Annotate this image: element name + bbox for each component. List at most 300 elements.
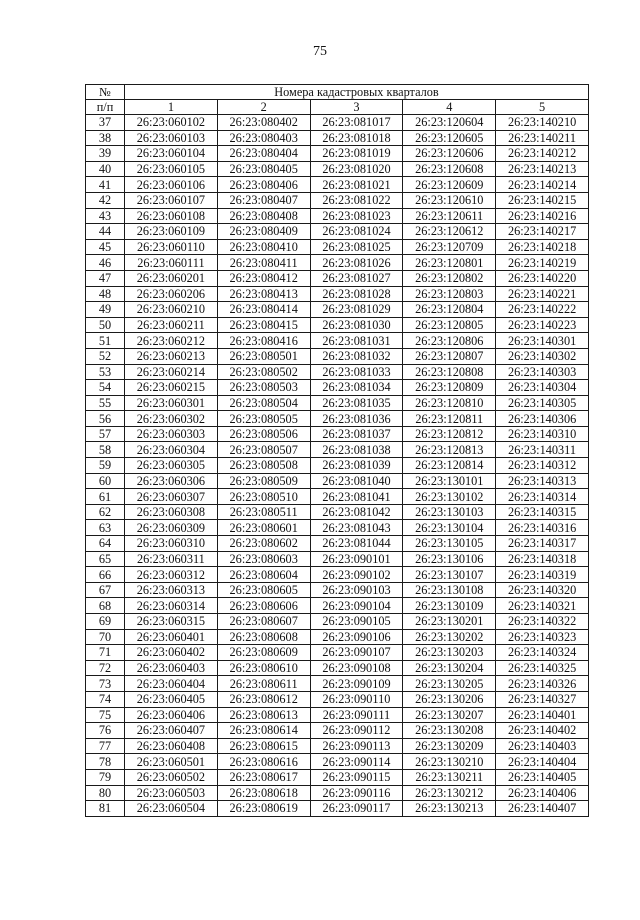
cadastral-quarter-cell: 26:23:130107 <box>403 567 496 583</box>
cadastral-quarter-cell: 26:23:060106 <box>125 177 218 193</box>
cadastral-quarter-cell: 26:23:140322 <box>496 614 589 630</box>
cadastral-quarter-cell: 26:23:130205 <box>403 676 496 692</box>
cadastral-quarter-cell: 26:23:060404 <box>125 676 218 692</box>
cadastral-quarter-cell: 26:23:130201 <box>403 614 496 630</box>
cadastral-quarter-cell: 26:23:080504 <box>217 395 310 411</box>
table-row <box>86 567 589 583</box>
cadastral-quarter-cell: 26:23:130102 <box>403 489 496 505</box>
row-number: 59 <box>86 458 125 474</box>
cadastral-quarter-cell: 26:23:130213 <box>403 801 496 817</box>
cadastral-quarter-cell: 26:23:060310 <box>125 536 218 552</box>
row-number: 58 <box>86 442 125 458</box>
cadastral-quarter-cell: 26:23:060306 <box>125 473 218 489</box>
cadastral-quarter-cell: 26:23:060201 <box>125 270 218 286</box>
cadastral-quarter-cell: 26:23:140407 <box>496 801 589 817</box>
cadastral-quarter-cell: 26:23:140305 <box>496 395 589 411</box>
table-row <box>86 161 589 177</box>
cadastral-quarter-cell: 26:23:140222 <box>496 302 589 318</box>
cadastral-quarter-cell: 26:23:120811 <box>403 411 496 427</box>
row-number: 79 <box>86 769 125 785</box>
row-number: 55 <box>86 395 125 411</box>
cadastral-quarter-cell: 26:23:140312 <box>496 458 589 474</box>
table-row <box>86 769 589 785</box>
row-number: 68 <box>86 598 125 614</box>
table-row <box>86 177 589 193</box>
cadastral-quarter-cell: 26:23:081028 <box>310 286 403 302</box>
cadastral-quarter-cell: 26:23:140301 <box>496 333 589 349</box>
cadastral-quarter-cell: 26:23:140324 <box>496 645 589 661</box>
cadastral-quarter-cell: 26:23:140325 <box>496 660 589 676</box>
row-number: 53 <box>86 364 125 380</box>
table-row <box>86 676 589 692</box>
cadastral-quarter-cell: 26:23:060501 <box>125 754 218 770</box>
cadastral-quarter-cell: 26:23:130101 <box>403 473 496 489</box>
cadastral-quarter-cell: 26:23:080415 <box>217 317 310 333</box>
cadastral-quarter-cell: 26:23:080610 <box>217 660 310 676</box>
cadastral-quarter-cell: 26:23:081018 <box>310 130 403 146</box>
cadastral-quarter-cell: 26:23:090116 <box>310 785 403 801</box>
row-number: 76 <box>86 723 125 739</box>
cadastral-quarter-cell: 26:23:120610 <box>403 192 496 208</box>
cadastral-quarter-cell: 26:23:130109 <box>403 598 496 614</box>
row-number: 37 <box>86 115 125 131</box>
cadastral-quarter-cell: 26:23:120808 <box>403 364 496 380</box>
table-row <box>86 489 589 505</box>
cadastral-quarter-cell: 26:23:080603 <box>217 551 310 567</box>
cadastral-quarter-cell: 26:23:060304 <box>125 442 218 458</box>
table-body <box>86 115 589 817</box>
table-row <box>86 785 589 801</box>
cadastral-quarter-cell: 26:23:060109 <box>125 224 218 240</box>
table-row <box>86 348 589 364</box>
cadastral-quarter-cell: 26:23:060301 <box>125 395 218 411</box>
cadastral-quarter-cell: 26:23:090103 <box>310 582 403 598</box>
cadastral-quarter-cell: 26:23:080607 <box>217 614 310 630</box>
cadastral-quarter-cell: 26:23:090107 <box>310 645 403 661</box>
row-number: 60 <box>86 473 125 489</box>
row-number: 77 <box>86 738 125 754</box>
cadastral-quarter-cell: 26:23:140317 <box>496 536 589 552</box>
cadastral-quarter-cell: 26:23:090117 <box>310 801 403 817</box>
table-row <box>86 115 589 131</box>
cadastral-quarter-cell: 26:23:140401 <box>496 707 589 723</box>
cadastral-quarter-cell: 26:23:081019 <box>310 146 403 162</box>
cadastral-quarter-cell: 26:23:140315 <box>496 504 589 520</box>
cadastral-quarter-cell: 26:23:080611 <box>217 676 310 692</box>
header-group-title: Номера кадастровых кварталов <box>125 85 589 100</box>
row-number: 78 <box>86 754 125 770</box>
table-row <box>86 723 589 739</box>
cadastral-quarter-cell: 26:23:060108 <box>125 208 218 224</box>
cadastral-quarter-cell: 26:23:060308 <box>125 504 218 520</box>
row-number: 65 <box>86 551 125 567</box>
table-row <box>86 255 589 271</box>
cadastral-quarter-cell: 26:23:060503 <box>125 785 218 801</box>
cadastral-quarter-cell: 26:23:120801 <box>403 255 496 271</box>
cadastral-quarter-cell: 26:23:060211 <box>125 317 218 333</box>
cadastral-quarter-cell: 26:23:080409 <box>217 224 310 240</box>
row-number: 64 <box>86 536 125 552</box>
cadastral-quarter-cell: 26:23:090102 <box>310 567 403 583</box>
row-number: 52 <box>86 348 125 364</box>
table-row <box>86 458 589 474</box>
cadastral-quarter-cell: 26:23:140320 <box>496 582 589 598</box>
cadastral-quarter-cell: 26:23:060210 <box>125 302 218 318</box>
cadastral-quarter-cell: 26:23:060401 <box>125 629 218 645</box>
table-row <box>86 411 589 427</box>
row-number: 67 <box>86 582 125 598</box>
cadastral-quarter-cell: 26:23:060104 <box>125 146 218 162</box>
cadastral-quarter-cell: 26:23:081025 <box>310 239 403 255</box>
cadastral-quarter-cell: 26:23:080609 <box>217 645 310 661</box>
header-column-5: 5 <box>496 100 589 115</box>
table-row <box>86 302 589 318</box>
header-column-4: 4 <box>403 100 496 115</box>
row-number: 74 <box>86 691 125 707</box>
cadastral-quarter-cell: 26:23:080508 <box>217 458 310 474</box>
cadastral-quarter-cell: 26:23:140213 <box>496 161 589 177</box>
cadastral-quarter-cell: 26:23:090112 <box>310 723 403 739</box>
row-number: 61 <box>86 489 125 505</box>
table-row <box>86 738 589 754</box>
cadastral-quarter-cell: 26:23:060215 <box>125 380 218 396</box>
header-column-1: 1 <box>125 100 218 115</box>
cadastral-quarter-cell: 26:23:060311 <box>125 551 218 567</box>
cadastral-quarter-cell: 26:23:140318 <box>496 551 589 567</box>
cadastral-quarter-cell: 26:23:060315 <box>125 614 218 630</box>
table-row <box>86 395 589 411</box>
cadastral-quarter-cell: 26:23:081024 <box>310 224 403 240</box>
cadastral-quarter-cell: 26:23:081030 <box>310 317 403 333</box>
cadastral-quarter-cell: 26:23:080509 <box>217 473 310 489</box>
row-number: 72 <box>86 660 125 676</box>
cadastral-quarter-cell: 26:23:080507 <box>217 442 310 458</box>
cadastral-quarter-cell: 26:23:081022 <box>310 192 403 208</box>
row-number: 80 <box>86 785 125 801</box>
row-number: 69 <box>86 614 125 630</box>
cadastral-quarter-cell: 26:23:060314 <box>125 598 218 614</box>
cadastral-quarter-cell: 26:23:140216 <box>496 208 589 224</box>
cadastral-quarter-cell: 26:23:140313 <box>496 473 589 489</box>
cadastral-quarter-cell: 26:23:140310 <box>496 426 589 442</box>
cadastral-quarter-cell: 26:23:130105 <box>403 536 496 552</box>
cadastral-quarter-cell: 26:23:060403 <box>125 660 218 676</box>
row-number: 46 <box>86 255 125 271</box>
cadastral-quarter-cell: 26:23:140221 <box>496 286 589 302</box>
cadastral-quarter-cell: 26:23:120809 <box>403 380 496 396</box>
cadastral-quarter-cell: 26:23:060402 <box>125 645 218 661</box>
cadastral-quarter-cell: 26:23:090115 <box>310 769 403 785</box>
cadastral-quarter-cell: 26:23:081041 <box>310 489 403 505</box>
cadastral-quarter-cell: 26:23:140302 <box>496 348 589 364</box>
cadastral-quarter-cell: 26:23:140316 <box>496 520 589 536</box>
row-number: 70 <box>86 629 125 645</box>
cadastral-quarter-cell: 26:23:140303 <box>496 364 589 380</box>
row-number: 66 <box>86 567 125 583</box>
cadastral-quarter-cell: 26:23:140323 <box>496 629 589 645</box>
cadastral-quarter-cell: 26:23:080606 <box>217 598 310 614</box>
cadastral-quarter-cell: 26:23:120813 <box>403 442 496 458</box>
table-row <box>86 286 589 302</box>
row-number: 62 <box>86 504 125 520</box>
cadastral-quarter-cell: 26:23:140402 <box>496 723 589 739</box>
cadastral-quarter-cell: 26:23:080506 <box>217 426 310 442</box>
cadastral-quarter-cell: 26:23:140403 <box>496 738 589 754</box>
cadastral-quarter-cell: 26:23:081031 <box>310 333 403 349</box>
row-number: 38 <box>86 130 125 146</box>
cadastral-quarter-cell: 26:23:081040 <box>310 473 403 489</box>
cadastral-quarter-cell: 26:23:080501 <box>217 348 310 364</box>
cadastral-quarter-cell: 26:23:130203 <box>403 645 496 661</box>
cadastral-quarter-cell: 26:23:060305 <box>125 458 218 474</box>
cadastral-quarter-cell: 26:23:080601 <box>217 520 310 536</box>
row-number: 56 <box>86 411 125 427</box>
cadastral-quarter-cell: 26:23:060407 <box>125 723 218 739</box>
cadastral-quarter-cell: 26:23:130106 <box>403 551 496 567</box>
cadastral-quarter-cell: 26:23:081036 <box>310 411 403 427</box>
table-row <box>86 629 589 645</box>
table-row <box>86 582 589 598</box>
cadastral-quarter-cell: 26:23:080402 <box>217 115 310 131</box>
cadastral-quarter-cell: 26:23:140321 <box>496 598 589 614</box>
cadastral-quarter-cell: 26:23:090108 <box>310 660 403 676</box>
row-number: 54 <box>86 380 125 396</box>
cadastral-quarter-cell: 26:23:060213 <box>125 348 218 364</box>
cadastral-quarter-cell: 26:23:140217 <box>496 224 589 240</box>
cadastral-quarter-cell: 26:23:090101 <box>310 551 403 567</box>
row-number: 40 <box>86 161 125 177</box>
cadastral-quarter-cell: 26:23:080502 <box>217 364 310 380</box>
cadastral-quarter-cell: 26:23:130206 <box>403 691 496 707</box>
header-column-3: 3 <box>310 100 403 115</box>
cadastral-quarter-cell: 26:23:080405 <box>217 161 310 177</box>
cadastral-quarter-cell: 26:23:060111 <box>125 255 218 271</box>
cadastral-quarter-cell: 26:23:081023 <box>310 208 403 224</box>
table-row <box>86 645 589 661</box>
cadastral-quarter-cell: 26:23:060214 <box>125 364 218 380</box>
cadastral-quarter-cell: 26:23:130104 <box>403 520 496 536</box>
cadastral-quarter-cell: 26:23:081032 <box>310 348 403 364</box>
cadastral-quarter-cell: 26:23:081038 <box>310 442 403 458</box>
table-row <box>86 208 589 224</box>
page-number: 75 <box>313 44 327 59</box>
table-row <box>86 754 589 770</box>
row-number: 41 <box>86 177 125 193</box>
row-number: 49 <box>86 302 125 318</box>
cadastral-quarter-cell: 26:23:120609 <box>403 177 496 193</box>
table-row <box>86 426 589 442</box>
cadastral-quarter-cell: 26:23:130212 <box>403 785 496 801</box>
row-number: 75 <box>86 707 125 723</box>
cadastral-quarter-cell: 26:23:080408 <box>217 208 310 224</box>
cadastral-quarter-cell: 26:23:060103 <box>125 130 218 146</box>
cadastral-quarter-cell: 26:23:080416 <box>217 333 310 349</box>
cadastral-quarter-cell: 26:23:060502 <box>125 769 218 785</box>
cadastral-quarter-cell: 26:23:081033 <box>310 364 403 380</box>
cadastral-quarter-cell: 26:23:140304 <box>496 380 589 396</box>
cadastral-quarter-cell: 26:23:120810 <box>403 395 496 411</box>
cadastral-quarter-cell: 26:23:060504 <box>125 801 218 817</box>
row-number: 63 <box>86 520 125 536</box>
table-row <box>86 270 589 286</box>
cadastral-quarter-cell: 26:23:080411 <box>217 255 310 271</box>
row-number: 50 <box>86 317 125 333</box>
cadastral-quarter-cell: 26:23:080503 <box>217 380 310 396</box>
row-number: 73 <box>86 676 125 692</box>
cadastral-quarter-cell: 26:23:120605 <box>403 130 496 146</box>
cadastral-quarter-cell: 26:23:060212 <box>125 333 218 349</box>
table-row <box>86 551 589 567</box>
cadastral-quarter-cell: 26:23:120807 <box>403 348 496 364</box>
table-row <box>86 192 589 208</box>
cadastral-quarter-cell: 26:23:140223 <box>496 317 589 333</box>
cadastral-quarter-cell: 26:23:120806 <box>403 333 496 349</box>
header-column-2: 2 <box>217 100 310 115</box>
cadastral-quarter-cell: 26:23:060110 <box>125 239 218 255</box>
table-row <box>86 660 589 676</box>
row-number: 47 <box>86 270 125 286</box>
cadastral-quarter-cell: 26:23:080617 <box>217 769 310 785</box>
cadastral-quarter-cell: 26:23:080413 <box>217 286 310 302</box>
cadastral-quarter-cell: 26:23:140314 <box>496 489 589 505</box>
cadastral-quarter-cell: 26:23:130211 <box>403 769 496 785</box>
cadastral-quarter-cell: 26:23:060312 <box>125 567 218 583</box>
table-row <box>86 442 589 458</box>
cadastral-quarter-cell: 26:23:080510 <box>217 489 310 505</box>
cadastral-quarter-cell: 26:23:080608 <box>217 629 310 645</box>
cadastral-quarter-cell: 26:23:130103 <box>403 504 496 520</box>
cadastral-quarter-cell: 26:23:090109 <box>310 676 403 692</box>
table-row <box>86 536 589 552</box>
table-row <box>86 707 589 723</box>
row-number: 51 <box>86 333 125 349</box>
cadastral-quarter-cell: 26:23:060313 <box>125 582 218 598</box>
cadastral-quarter-cell: 26:23:060105 <box>125 161 218 177</box>
cadastral-quarter-cell: 26:23:080412 <box>217 270 310 286</box>
table-row <box>86 333 589 349</box>
cadastral-quarter-cell: 26:23:060406 <box>125 707 218 723</box>
cadastral-quarter-cell: 26:23:080406 <box>217 177 310 193</box>
cadastral-quarter-cell: 26:23:140220 <box>496 270 589 286</box>
cadastral-quarter-cell: 26:23:080604 <box>217 567 310 583</box>
cadastral-quarter-cell: 26:23:081044 <box>310 536 403 552</box>
cadastral-quarter-cell: 26:23:081027 <box>310 270 403 286</box>
cadastral-quarter-cell: 26:23:140404 <box>496 754 589 770</box>
cadastral-quarter-cell: 26:23:130210 <box>403 754 496 770</box>
header-row-columns <box>86 100 589 115</box>
cadastral-quarter-cell: 26:23:140214 <box>496 177 589 193</box>
row-number: 57 <box>86 426 125 442</box>
cadastral-quarter-cell: 26:23:060302 <box>125 411 218 427</box>
cadastral-quarter-cell: 26:23:130208 <box>403 723 496 739</box>
cadastral-quarter-cell: 26:23:140406 <box>496 785 589 801</box>
table-row <box>86 239 589 255</box>
cadastral-quarter-cell: 26:23:120608 <box>403 161 496 177</box>
cadastral-quarter-cell: 26:23:080404 <box>217 146 310 162</box>
row-number: 48 <box>86 286 125 302</box>
cadastral-quarter-cell: 26:23:090113 <box>310 738 403 754</box>
cadastral-quarter-cell: 26:23:130209 <box>403 738 496 754</box>
cadastral-quarter-cell: 26:23:090111 <box>310 707 403 723</box>
cadastral-quarter-cell: 26:23:080403 <box>217 130 310 146</box>
cadastral-quarter-cell: 26:23:081034 <box>310 380 403 396</box>
cadastral-quarter-cell: 26:23:081042 <box>310 504 403 520</box>
table-row <box>86 520 589 536</box>
cadastral-quarter-cell: 26:23:080414 <box>217 302 310 318</box>
cadastral-quarter-cell: 26:23:130108 <box>403 582 496 598</box>
cadastral-quarter-cell: 26:23:130202 <box>403 629 496 645</box>
cadastral-quarter-cell: 26:23:090106 <box>310 629 403 645</box>
cadastral-quarter-cell: 26:23:060102 <box>125 115 218 131</box>
table-row <box>86 801 589 817</box>
cadastral-quarter-cell: 26:23:120805 <box>403 317 496 333</box>
table-row <box>86 691 589 707</box>
cadastral-quarter-cell: 26:23:081026 <box>310 255 403 271</box>
cadastral-quarter-cell: 26:23:060408 <box>125 738 218 754</box>
cadastral-quarter-cell: 26:23:140210 <box>496 115 589 131</box>
row-number: 44 <box>86 224 125 240</box>
cadastral-quarter-cell: 26:23:120814 <box>403 458 496 474</box>
cadastral-quarter-cell: 26:23:080614 <box>217 723 310 739</box>
cadastral-quarter-cell: 26:23:120611 <box>403 208 496 224</box>
row-number: 45 <box>86 239 125 255</box>
cadastral-quarter-cell: 26:23:090114 <box>310 754 403 770</box>
cadastral-quarter-cell: 26:23:081021 <box>310 177 403 193</box>
cadastral-quarter-cell: 26:23:130204 <box>403 660 496 676</box>
table-row <box>86 317 589 333</box>
cadastral-quarter-cell: 26:23:060405 <box>125 691 218 707</box>
cadastral-quarter-cell: 26:23:080615 <box>217 738 310 754</box>
cadastral-quarter-cell: 26:23:080618 <box>217 785 310 801</box>
cadastral-quarter-cell: 26:23:140219 <box>496 255 589 271</box>
cadastral-quarter-cell: 26:23:120709 <box>403 239 496 255</box>
cadastral-quarter-cell: 26:23:060206 <box>125 286 218 302</box>
cadastral-quarter-cell: 26:23:140319 <box>496 567 589 583</box>
table-row <box>86 224 589 240</box>
cadastral-quarter-cell: 26:23:060307 <box>125 489 218 505</box>
cadastral-quarter-cell: 26:23:080511 <box>217 504 310 520</box>
table-row <box>86 614 589 630</box>
table-row <box>86 130 589 146</box>
cadastral-quarter-cell: 26:23:140306 <box>496 411 589 427</box>
table-row <box>86 380 589 396</box>
header-row-title <box>86 85 589 100</box>
cadastral-quarter-cell: 26:23:120612 <box>403 224 496 240</box>
cadastral-quarter-cell: 26:23:080613 <box>217 707 310 723</box>
cadastral-quarter-cell: 26:23:090104 <box>310 598 403 614</box>
cadastral-quarter-cell: 26:23:081039 <box>310 458 403 474</box>
cadastral-quarter-cell: 26:23:140326 <box>496 676 589 692</box>
cadastral-quarter-cell: 26:23:060107 <box>125 192 218 208</box>
cadastral-quarter-cell: 26:23:140405 <box>496 769 589 785</box>
cadastral-quarter-cell: 26:23:090110 <box>310 691 403 707</box>
cadastral-quarter-cell: 26:23:060309 <box>125 520 218 536</box>
cadastral-quarter-cell: 26:23:060303 <box>125 426 218 442</box>
cadastral-quarter-cell: 26:23:120803 <box>403 286 496 302</box>
cadastral-quarter-cell: 26:23:090105 <box>310 614 403 630</box>
cadastral-quarter-cell: 26:23:120802 <box>403 270 496 286</box>
row-number: 43 <box>86 208 125 224</box>
cadastral-quarter-cell: 26:23:080612 <box>217 691 310 707</box>
cadastral-quarter-cell: 26:23:080602 <box>217 536 310 552</box>
cadastral-quarter-cell: 26:23:080407 <box>217 192 310 208</box>
cadastral-quarter-cell: 26:23:120804 <box>403 302 496 318</box>
row-number: 81 <box>86 801 125 817</box>
table-row <box>86 504 589 520</box>
row-number: 42 <box>86 192 125 208</box>
cadastral-quarter-cell: 26:23:080619 <box>217 801 310 817</box>
cadastral-quarter-cell: 26:23:120604 <box>403 115 496 131</box>
